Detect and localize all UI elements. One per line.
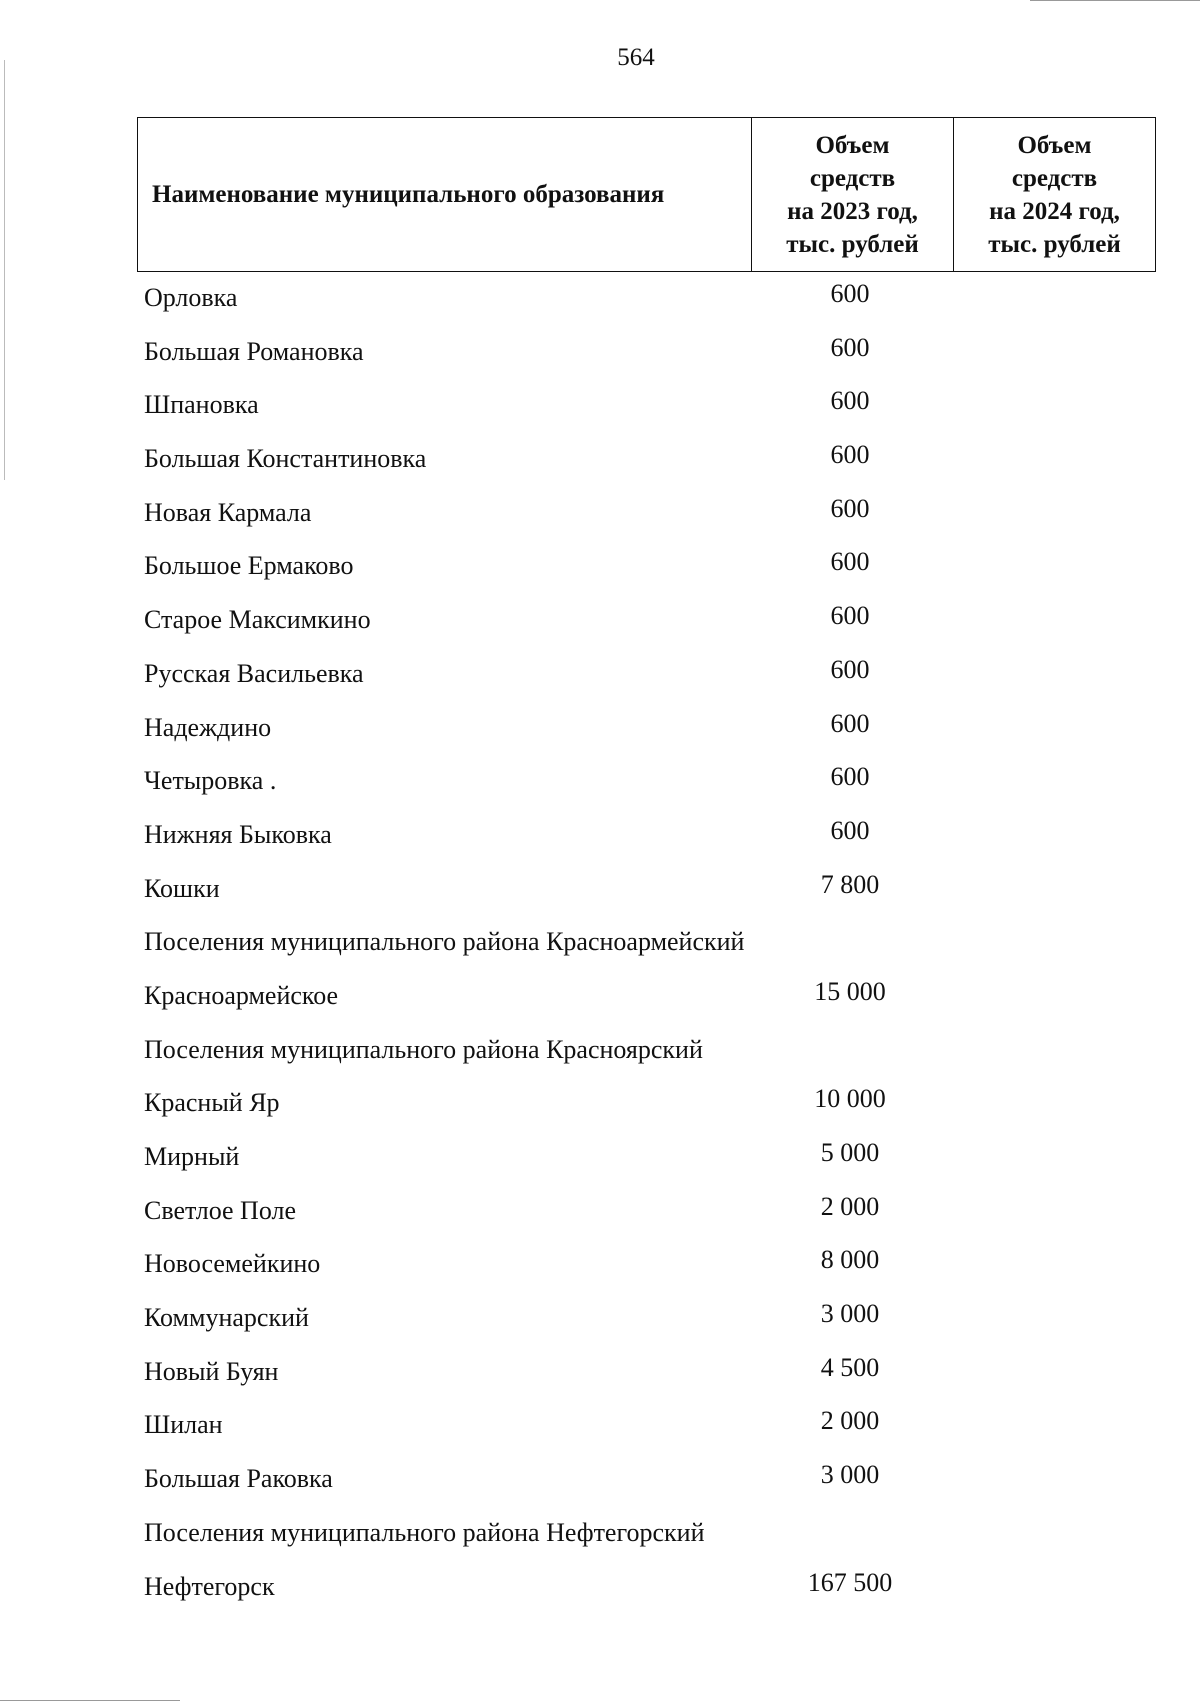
header-2024 <box>954 118 1156 272</box>
table-row <box>0 1076 1200 1130</box>
row-value-2023: 7 800 <box>820 869 880 899</box>
table-row <box>0 539 1200 593</box>
row-name: Красноармейское <box>144 980 339 1010</box>
row-value-2023: 167 500 <box>807 1567 893 1597</box>
row-name: Большая Константиновка <box>144 444 427 474</box>
table-row <box>0 808 1200 862</box>
table-row <box>0 1398 1200 1452</box>
row-name: Нижняя Быковка <box>144 819 332 849</box>
table-row <box>0 1452 1200 1506</box>
table-row <box>0 486 1200 540</box>
scan-edge-top <box>1030 0 1200 1</box>
row-name: Новый Буян <box>144 1356 279 1386</box>
row-value-2023: 3 000 <box>820 1460 880 1490</box>
table-row <box>0 915 1200 969</box>
header-2024-line: Объем <box>1017 131 1092 159</box>
table-row <box>0 754 1200 808</box>
row-value-2023: 4 500 <box>820 1352 880 1382</box>
row-value-2023: 600 <box>830 332 870 362</box>
table-row <box>0 701 1200 755</box>
table-row <box>0 1023 1200 1077</box>
header-2023 <box>752 118 954 272</box>
row-value-2023: 8 000 <box>820 1245 880 1275</box>
row-name: Четыровка . <box>144 766 277 796</box>
row-value-2023: 15 000 <box>814 976 886 1006</box>
table-row <box>0 271 1200 325</box>
row-value-2023: 600 <box>830 654 870 684</box>
row-value-2023: 10 000 <box>814 1084 886 1114</box>
header-2024-line: средств <box>1011 164 1098 192</box>
row-name: Новосемейкино <box>144 1249 321 1279</box>
row-name: Красный Яр <box>144 1088 280 1118</box>
row-name: Старое Максимкино <box>144 605 371 635</box>
row-value-2023: 600 <box>830 493 870 523</box>
row-name: Большое Ермаково <box>144 551 354 581</box>
row-value-2023: 600 <box>830 547 870 577</box>
row-value-2023: 2 000 <box>820 1191 880 1221</box>
table-row <box>0 378 1200 432</box>
table-row <box>0 1184 1200 1238</box>
table-row <box>0 1291 1200 1345</box>
page-number: 564 <box>617 44 655 71</box>
row-name: Шилан <box>144 1410 223 1440</box>
header-2024-line: на 2024 год, <box>989 197 1120 225</box>
row-name: Мирный <box>144 1142 240 1171</box>
table-body <box>0 271 1200 1613</box>
header-name: Наименование муниципального образования <box>138 118 752 272</box>
row-name: Поселения муниципального района Нефтегорский <box>144 1517 705 1547</box>
header-2023-line: средств <box>809 164 896 192</box>
row-value-2023: 600 <box>830 440 870 470</box>
header-2023-line: тыс. рублей <box>786 230 919 258</box>
scan-edge-bottom <box>0 1700 180 1701</box>
row-value-2023: 600 <box>830 386 870 416</box>
row-name: Надеждино <box>144 712 272 742</box>
header-2024-line: тыс. рублей <box>988 230 1121 258</box>
row-name: Русская Васильевка <box>144 658 364 688</box>
table-header <box>137 117 1156 272</box>
table-row <box>0 1560 1200 1614</box>
table-row <box>0 432 1200 486</box>
row-value-2023: 2 000 <box>820 1406 880 1436</box>
table-row <box>0 862 1200 916</box>
row-name: Кошки <box>144 873 220 903</box>
header-2023-line: Объем <box>815 131 890 159</box>
table-row <box>0 593 1200 647</box>
row-name: Большая Романовка <box>144 336 364 366</box>
row-value-2023: 3 000 <box>820 1299 880 1329</box>
row-value-2023: 600 <box>830 601 870 631</box>
table-row <box>0 1506 1200 1560</box>
row-name: Поселения муниципального района Красноармейский <box>144 927 745 957</box>
row-value-2023: 5 000 <box>820 1138 880 1167</box>
table-row <box>0 1130 1200 1184</box>
table-row <box>0 1237 1200 1291</box>
row-name: Шпановка <box>144 390 259 420</box>
table-row <box>0 1345 1200 1399</box>
row-value-2023: 600 <box>830 708 870 738</box>
header-2023-line: на 2023 год, <box>787 197 918 225</box>
row-value-2023: 600 <box>830 762 870 792</box>
table-row <box>0 969 1200 1023</box>
row-name: Светлое Поле <box>144 1195 297 1225</box>
row-value-2023: 600 <box>830 279 870 308</box>
row-name: Коммунарский <box>144 1303 309 1333</box>
table-row <box>0 647 1200 701</box>
row-name: Орловка <box>144 283 238 312</box>
row-value-2023: 600 <box>830 815 870 845</box>
row-name: Новая Кармала <box>144 497 312 527</box>
row-name: Нефтегорск <box>144 1571 275 1601</box>
row-name: Поселения муниципального района Красноярский <box>144 1034 703 1064</box>
row-name: Большая Раковка <box>144 1464 333 1494</box>
table-row <box>0 325 1200 379</box>
